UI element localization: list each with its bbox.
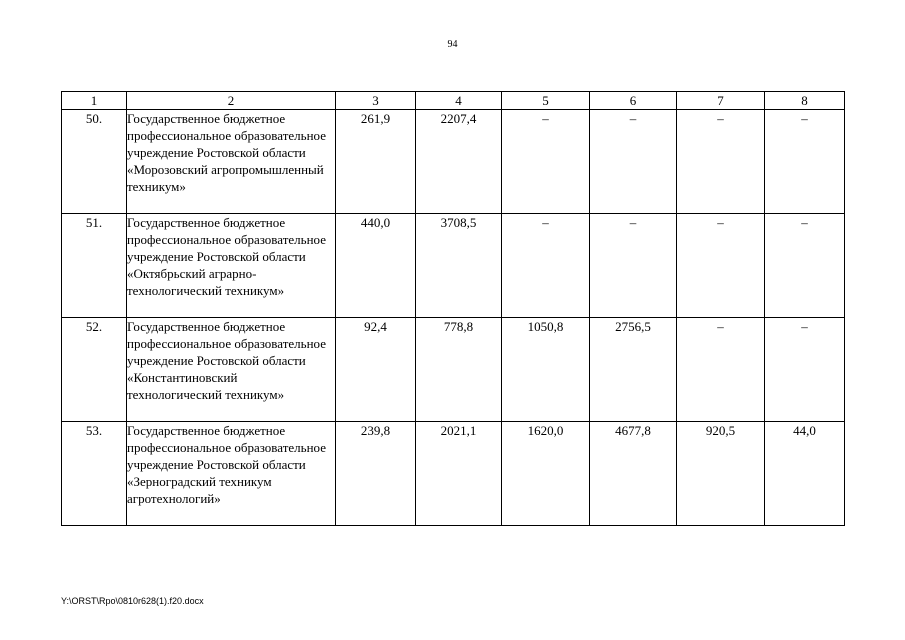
institution-name: Государственное бюджетное профессиональное образовательное учреждение Ростовской области «Морозовский агропромышленный техникум» (127, 110, 336, 214)
table-row (62, 422, 845, 526)
column-header: 2 (127, 92, 336, 110)
row-number: 53. (62, 422, 127, 526)
institution-name: Государственное бюджетное профессиональное образовательное учреждение Ростовской области «Октябрьский аграрно-технологический техникум» (127, 214, 336, 318)
value-cell: 2756,5 (590, 318, 677, 422)
value-cell: 92,4 (336, 318, 416, 422)
value-cell: 440,0 (336, 214, 416, 318)
value-cell: 920,5 (677, 422, 765, 526)
value-cell: 778,8 (416, 318, 502, 422)
page-number: 94 (447, 39, 458, 50)
header-row (62, 92, 845, 110)
row-number: 52. (62, 318, 127, 422)
column-header: 1 (62, 92, 127, 110)
table-row (62, 214, 845, 318)
institution-name: Государственное бюджетное профессиональное образовательное учреждение Ростовской области «Константиновский технологический техникум» (127, 318, 336, 422)
value-cell: – (765, 214, 845, 318)
value-cell: 1620,0 (502, 422, 590, 526)
value-cell: 1050,8 (502, 318, 590, 422)
table-row (62, 318, 845, 422)
value-cell: – (502, 214, 590, 318)
column-header: 6 (590, 92, 677, 110)
table-row (62, 110, 845, 214)
value-cell: – (765, 318, 845, 422)
value-cell: – (765, 110, 845, 214)
value-cell: 2021,1 (416, 422, 502, 526)
footer-file-path: Y:\ORST\Rpo\0810r628(1).f20.docx (61, 596, 204, 606)
value-cell: 2207,4 (416, 110, 502, 214)
value-cell: – (677, 110, 765, 214)
value-cell: – (590, 110, 677, 214)
column-header: 3 (336, 92, 416, 110)
column-header: 8 (765, 92, 845, 110)
value-cell: 3708,5 (416, 214, 502, 318)
value-cell: – (502, 110, 590, 214)
value-cell: – (677, 318, 765, 422)
value-cell: – (677, 214, 765, 318)
column-header: 4 (416, 92, 502, 110)
value-cell: 239,8 (336, 422, 416, 526)
data-table (61, 91, 845, 526)
institution-name: Государственное бюджетное профессиональное образовательное учреждение Ростовской области «Зерноградский техникум агротехнологий» (127, 422, 336, 526)
value-cell: 261,9 (336, 110, 416, 214)
value-cell: 44,0 (765, 422, 845, 526)
column-header: 5 (502, 92, 590, 110)
column-header: 7 (677, 92, 765, 110)
row-number: 51. (62, 214, 127, 318)
value-cell: – (590, 214, 677, 318)
value-cell: 4677,8 (590, 422, 677, 526)
row-number: 50. (62, 110, 127, 214)
